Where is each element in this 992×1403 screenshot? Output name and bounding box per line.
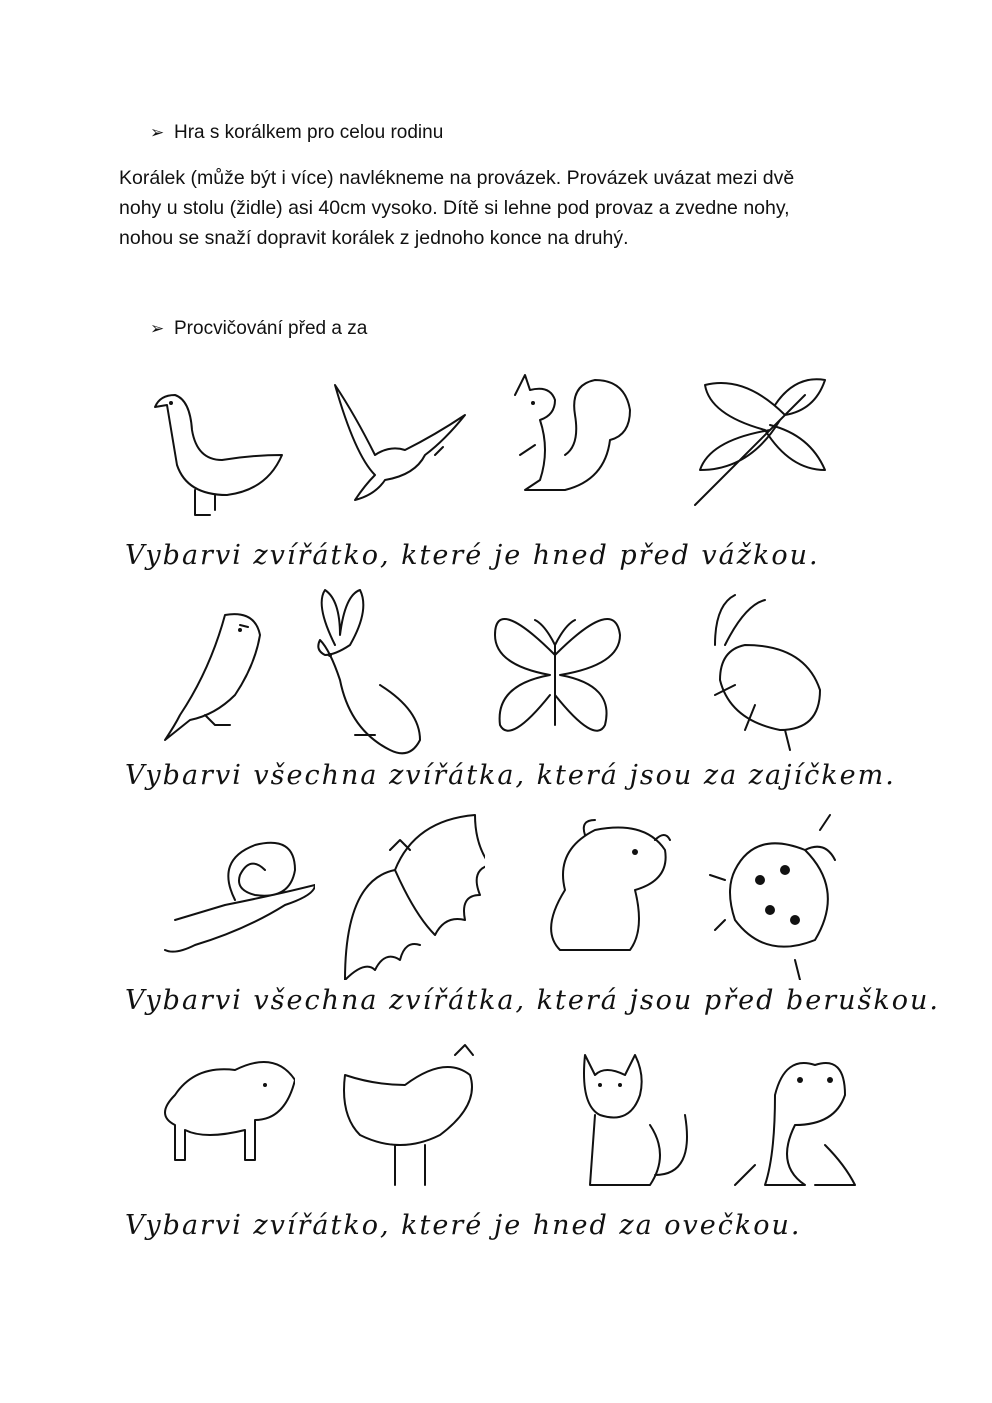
bullet-heading-2 (150, 318, 367, 340)
instruction-caption: Vybarvi všechna zvířátka, která jsou před beruškou. (125, 985, 940, 1016)
hen-icon (325, 1035, 485, 1205)
ladybug-icon (705, 810, 865, 980)
cat-icon (545, 1035, 705, 1205)
instruction-caption: Vybarvi zvířátko, které je hned před vážkou. (125, 540, 820, 571)
heading-bead-game: Hra s korálkem pro celou rodinu (174, 122, 444, 143)
instructions-paragraph (119, 163, 859, 253)
hamster-icon (525, 810, 685, 980)
bat-icon (325, 810, 485, 980)
worksheet-row (125, 1035, 855, 1250)
squirrel-icon (495, 365, 655, 535)
instruction-caption: Vybarvi všechna zvířátka, která jsou za zajíčkem. (125, 760, 896, 791)
paragraph-line: nohou se snaží dopravit korálek z jednoho konce na druhý. (119, 227, 629, 249)
sheep-icon (135, 1035, 295, 1205)
dove-icon (315, 365, 475, 535)
butterfly-icon (475, 585, 635, 755)
arrow-bullet-icon: ➢ (150, 319, 165, 338)
instruction-caption: Vybarvi zvířátko, které je hned za ovečkou. (125, 1210, 802, 1241)
dragonfly-icon (675, 365, 835, 535)
worksheet-row (125, 585, 896, 800)
sparrow-icon (135, 585, 295, 755)
arrow-bullet-icon: ➢ (150, 123, 165, 142)
beetle-icon (675, 585, 835, 755)
rabbit-icon (295, 585, 455, 755)
paragraph-line: Korálek (může být i více) navlékneme na provázek. Provázek uvázat mezi dvě (119, 167, 795, 189)
snail-icon (155, 810, 315, 980)
paragraph-line: nohy u stolu (židle) asi 40cm vysoko. Dítě si lehne pod provaz a zvedne nohy, (119, 197, 790, 219)
frog-icon (715, 1035, 875, 1205)
goose-icon (135, 365, 295, 535)
heading-before-after: Procvičování před a za (174, 318, 368, 339)
worksheet-row (125, 810, 940, 1025)
coloring-worksheet (125, 355, 940, 1245)
worksheet-row (125, 365, 855, 580)
bullet-heading-1 (150, 122, 443, 144)
